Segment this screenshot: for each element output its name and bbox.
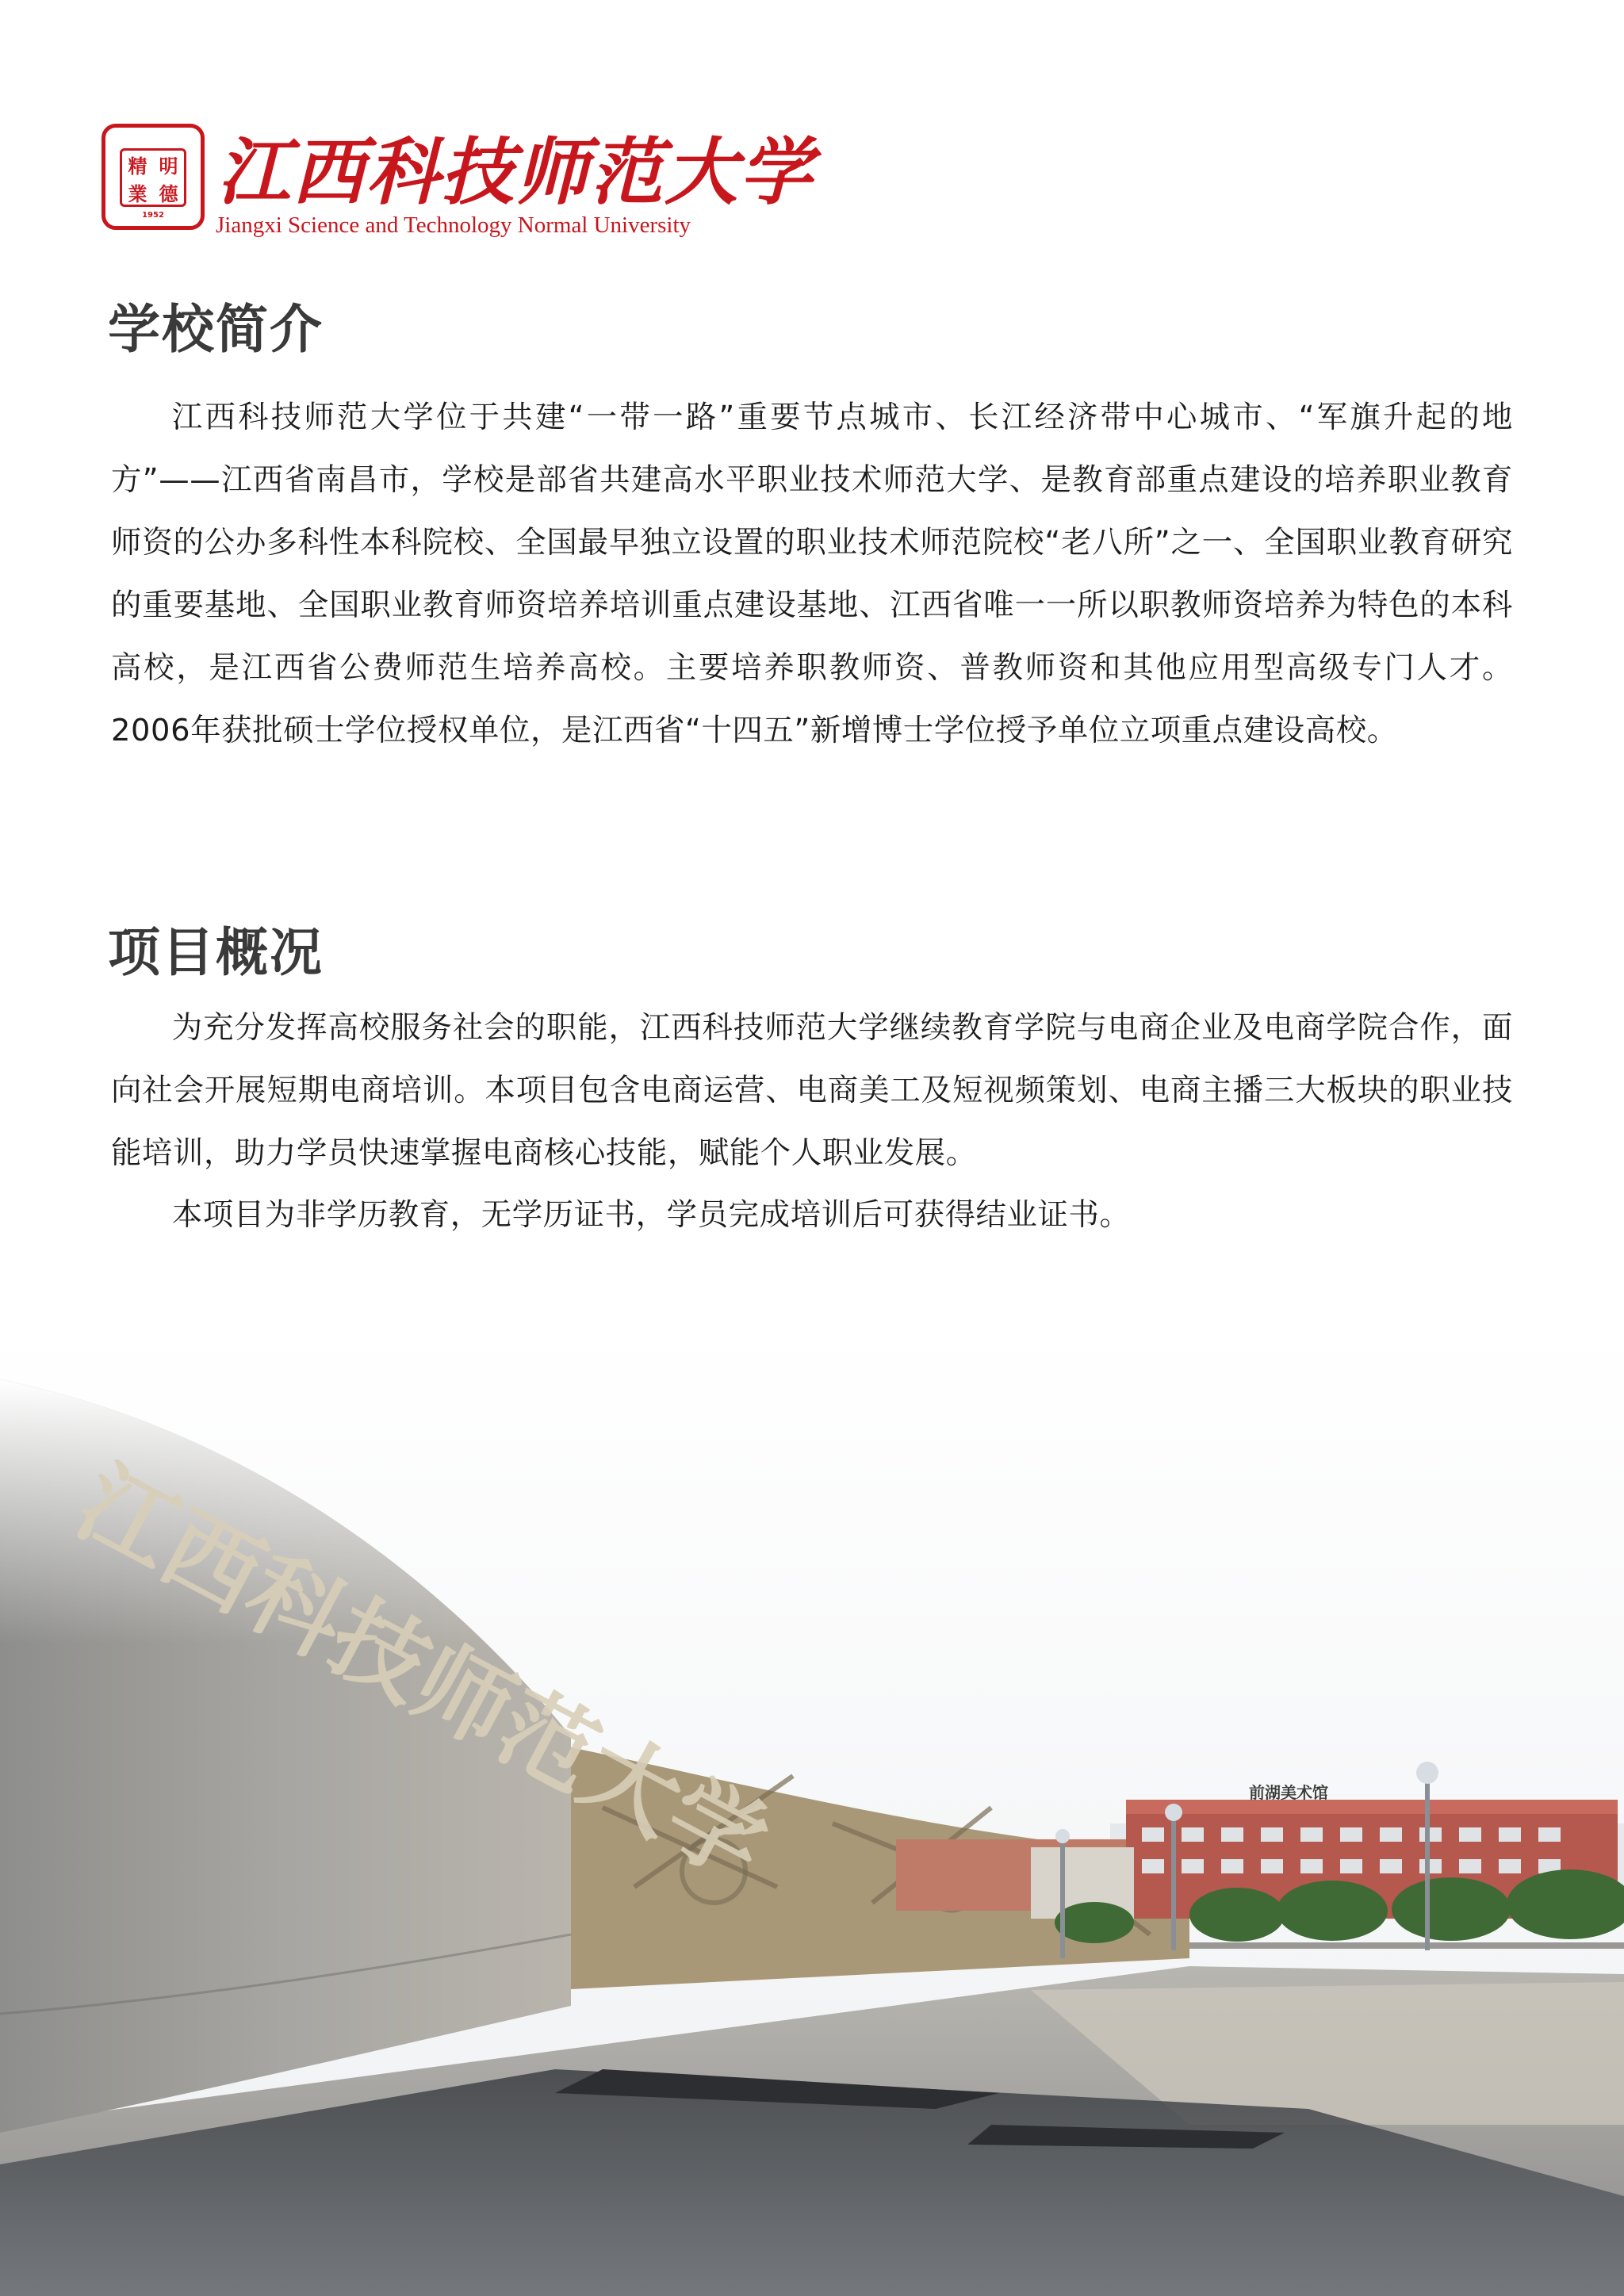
seal-char: 德: [159, 182, 178, 205]
university-logo: [98, 119, 814, 246]
building-sign: 前湖美术馆: [1249, 1783, 1328, 1802]
project-certificate-note: 本项目为非学历教育，无学历证书，学员完成培训后可获得结业证书。: [171, 1197, 1131, 1233]
seal-char: 精: [128, 155, 147, 178]
seal-char: 明: [159, 155, 178, 178]
seal-year: 1952: [142, 211, 164, 220]
wall-calligraphy: 江西科技师范大学: [59, 1445, 785, 1902]
project-overview-paragraph: 为充分发挥高校服务社会的职能，江西科技师范大学继续教育学院与电商企业及电商学院合作，面向社会开展短期电商培训。本项目包含电商运营、电商美工及短视频策划、电商主播三大板块的职业技能培训，助力学员快速掌握电商核心技能，赋能个人职业发展。: [111, 1010, 1513, 1171]
section-heading-school-intro: 学校简介: [108, 299, 324, 360]
school-intro-paragraph: 江西科技师范大学位于共建“一带一路”重要节点城市、长江经济带中心城市、“军旗升起的地方”——江西省南昌市，学校是部省共建高水平职业技术师范大学、是教育部重点建设的培养职业教育师资的公办多科性本科院校、全国最早独立设置的职业技术师范院校“老八所”之一、全国职业教育研究的重要基地、全国职业教育师资培养培训重点建设基地、江西省唯一一所以职教师资培养为特色的本科高校，是江西省公费师范生培养高校。主要培养职教师资、普教师资和其他应用型高级专门人才。2006年获批硕士学位授权单位，是江西省“十四五”新增博士学位授予单位立项重点建设高校。: [111, 400, 1513, 748]
section-heading-project-overview: 项目概况: [108, 922, 324, 983]
university-name-en: Jiangxi Science and Technology Normal University: [216, 212, 691, 238]
seal-char: 業: [128, 182, 147, 205]
university-seal-icon: [102, 124, 205, 230]
campus-photo: [0, 1332, 1624, 2296]
university-name-cn: 江西科技师范大学: [217, 129, 814, 215]
